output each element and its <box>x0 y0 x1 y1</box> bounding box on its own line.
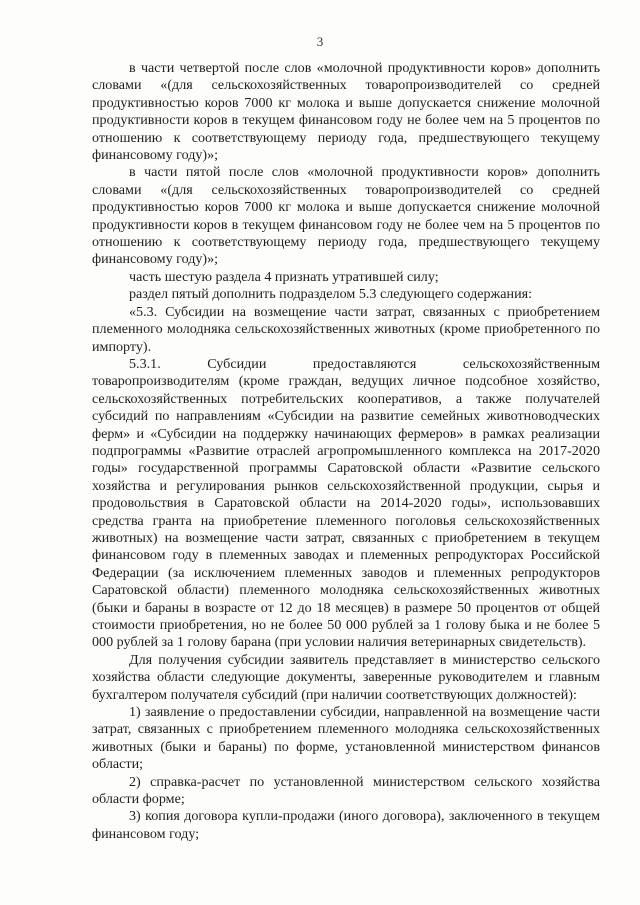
paragraph-amendment-part-five: в части пятой после слов «молочной продуктивности коров» дополнить словами «(для сельскохозяйственных товаропроизводителей со средней продуктивностью коров 7000 кг молока и выше допускается снижение молочной продуктивности коров в текущем финансовом году не более чем на 5 процентов по отношению к соответствующему периоду года, предшествующего текущему финансовому году)»; <box>92 164 600 268</box>
paragraph-part-six-repeal: часть шестую раздела 4 признать утратившей силу; <box>129 268 439 285</box>
document-body <box>92 60 600 843</box>
list-item-calculation: 2) справка-расчет по установленной министерством сельского хозяйства области форме; <box>92 773 600 808</box>
list-item-contract-copy: 3) копия договора купли-продажи (иного договора), заключенного в текущем финансовом году; <box>92 808 600 842</box>
page-number: 3 <box>316 34 324 49</box>
list-item-application: 1) заявление о предоставлении субсидии, направленной на возмещение части затрат, связанных с приобретением племенного молодняка сельскохозяйственных животных (быки и бараны) по форме, установленной министерством финансов области; <box>92 704 600 773</box>
paragraph-amendment-part-four: в части четвертой после слов «молочной продуктивности коров» дополнить словами «(для сельскохозяйственных товаропроизводителей со средней продуктивностью коров 7000 кг молока и выше допускается снижение молочной продуктивности коров в текущем финансовом году не более чем на 5 процентов по отношению к соответствующему периоду года, предшествующего текущему финансовому году)»; <box>92 60 600 164</box>
paragraph-subsection-5-3-title: «5.3. Субсидии на возмещение части затрат, связанных с приобретением племенного молодняка сельскохозяйственных животных (кроме приобретенного по импорту). <box>92 303 600 355</box>
paragraph-documents-intro: Для получения субсидии заявитель представляет в министерство сельского хозяйства области следующие документы, заверенные руководителем и главным бухгалтером получателя субсидий (при наличии соответствующих должностей): <box>92 651 600 703</box>
paragraph-section-five-addition: раздел пятый дополнить подразделом 5.3 следующего содержания: <box>129 286 533 303</box>
paragraph-subsection-5-3-1: 5.3.1. Субсидии предоставляются сельскохозяйственным товаропроизводителям (кроме граждан, ведущих личное подсобное хозяйство, сельскохозяйственных потребительских кооперативов, а также получателей субсидий по направлениям «Субсидии на развитие семейных животноводческих ферм» и «Субсидии на поддержку начинающих фермеров» в рамках реализации подпрограммы «Развитие отраслей агропромышленного комплекса на 2017-2020 годы» государственной программы Саратовской области «Развитие сельского хозяйства и регулирования рынков сельскохозяйственной продукции, сырья и продовольствия в Саратовской области на 2014-2020 годы», использовавших средства гранта на приобретение племенного поголовья сельскохозяйственных животных) на возмещение части затрат, связанных с приобретением в текущем финансовом году в племенных заводах и племенных репродукторах Российской Федерации (за исключением племенных заводов и племенных репродукторов Саратовской области) племенного молодняка сельскохозяйственных животных (быки и бараны в возрасте от 12 до 18 месяцев) в размере 50 процентов от общей стоимости приобретения, но не более 50 000 рублей за 1 голову быка и не более 5 000 рублей за 1 голову барана (при условии наличия ветеринарных свидетельств). <box>92 355 600 651</box>
